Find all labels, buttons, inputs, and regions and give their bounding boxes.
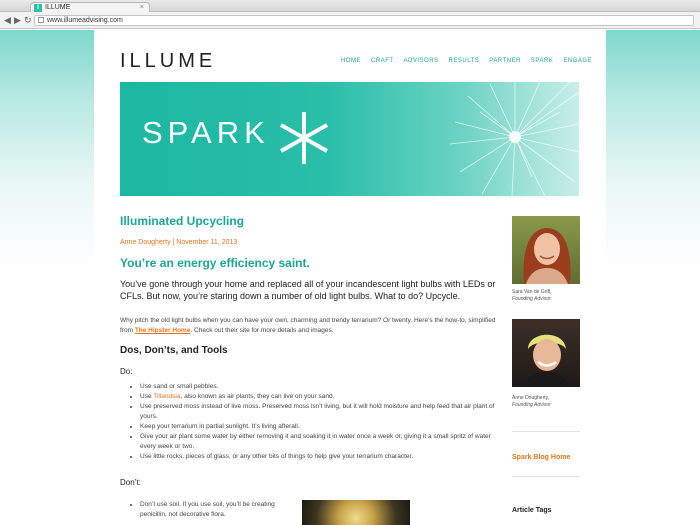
intro-text-before: Why pitch the old light bulbs when you can have your own, charming and trendy terrarium? Or twenty. Here’s the how-to, simplified from [120, 317, 496, 334]
article-lede: You’ve gone through your home and replaced all of your incandescent light bulbs with LEDs or CFLs. But now, you’re staring down a number of old light bulbs. What to do? Upcycle. [120, 279, 496, 301]
forward-icon[interactable]: ▶ [14, 15, 21, 25]
article-title[interactable]: Illuminated Upcycling [120, 214, 245, 228]
nav-partner[interactable]: PARTNER [489, 58, 521, 64]
sparkler-icon [420, 82, 579, 196]
address-bar[interactable] [34, 15, 694, 26]
advisor-name: Sara Van de Griff, [512, 289, 552, 295]
banner-title: SPARK [142, 115, 270, 150]
spark-banner [120, 82, 579, 196]
reload-icon[interactable]: ↻ [24, 15, 32, 25]
tillandsia-link[interactable]: Tillandsia [153, 393, 181, 400]
dont-list [130, 500, 280, 520]
favicon-icon: I [34, 4, 42, 12]
sidebar-divider [512, 476, 580, 477]
tab-title: ILLUME [45, 4, 71, 11]
advisor-role: Founding Advisor [512, 402, 551, 408]
article-tags-heading: Article Tags [512, 507, 552, 514]
advisor-photo-anne[interactable] [512, 319, 580, 387]
list-item [140, 392, 500, 402]
list-item-prefix: Use [140, 393, 154, 400]
article-subhead: You’re an energy efficiency saint. [120, 256, 310, 270]
list-item-sep: , [180, 393, 185, 400]
list-item-text: also known as air plants, they can live on your sand. [184, 393, 335, 400]
do-list [130, 382, 500, 462]
nav-spark[interactable]: SPARK [530, 58, 554, 64]
list-item: • Keep your terrarium in partial sunlight. It’s living afterall. [140, 422, 500, 432]
list-item: • Give your air plant some water by either removing it and soaking it in water once a week or, giving it a small spritz of water every week or two. [140, 432, 500, 452]
url-text: www.illumeadvising.com [47, 17, 123, 24]
lightbulb-photo [302, 500, 410, 525]
advisor-caption-sara [512, 289, 552, 303]
article-intro [120, 316, 500, 336]
avatar [512, 319, 580, 387]
list-item: • Use sand or small pebbles. [140, 382, 500, 392]
page-icon [38, 17, 44, 23]
nav-craft[interactable]: CRAFT [371, 58, 394, 64]
asterisk-icon [276, 110, 332, 166]
advisor-photo-sara[interactable] [512, 216, 580, 284]
avatar [512, 216, 580, 284]
hipster-home-link[interactable]: The Hipster Home [134, 327, 191, 334]
nav-advisors[interactable]: ADVISORS [403, 58, 439, 64]
advisor-role: Founding Advisor [512, 296, 551, 302]
article-byline: Anne Dougherty | November 11, 2013 [120, 239, 238, 246]
browser-titlebar [0, 0, 700, 12]
list-item: • Use little rocks, pieces of glass, or any other bits of things to help give your terrarium character. [140, 452, 500, 462]
section-heading: Dos, Don’ts, and Tools [120, 345, 228, 356]
sidebar-divider [512, 431, 580, 432]
advisor-name: Anne Dougherty, [512, 395, 550, 401]
list-item: • Use preserved moss instead of live moss. Preserved moss isn’t living, but it will hold moisture and help feed that air plant of yours. [140, 402, 500, 422]
back-icon[interactable]: ◀ [4, 15, 11, 25]
close-icon[interactable]: × [139, 4, 144, 11]
nav-results[interactable]: RESULTS [448, 58, 480, 64]
list-item: • Don’t use soil. If you use soil, you’ll be creating penicillin, not decorative flora. [140, 500, 280, 520]
spark-blog-home-link[interactable]: Spark Blog Home [512, 454, 571, 461]
dont-label: Don’t: [120, 478, 141, 487]
intro-text-after: . Check out their site for more details and images. [190, 327, 334, 334]
site-logo[interactable]: ILLUME [120, 50, 217, 72]
page-content [94, 30, 606, 525]
nav-engage[interactable]: ENGAGE [563, 58, 592, 64]
do-label: Do: [120, 367, 133, 376]
browser-toolbar [0, 12, 700, 29]
top-nav [341, 58, 592, 64]
nav-home[interactable]: HOME [341, 58, 362, 64]
advisor-caption-anne [512, 395, 551, 409]
